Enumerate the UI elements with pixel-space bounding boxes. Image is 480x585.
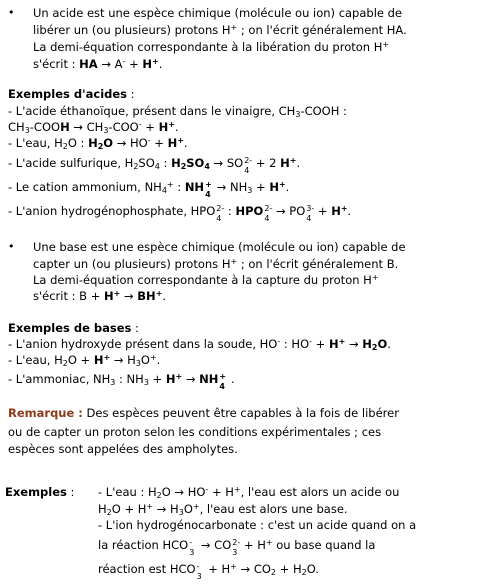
section-title: Exemples d'acides : bbox=[8, 87, 135, 101]
example-line: - L'anion hydrogénophosphate, HPO 2- 4 : HPO 2- 4 → PO 3- 4 + H+. bbox=[8, 204, 352, 223]
section-title: Exemples de bases : bbox=[8, 321, 139, 335]
remark-line: ou de capter un proton selon les conditions expérimentales ; ces bbox=[8, 425, 382, 439]
example-line: - L'acide éthanoïque, présent dans le vinaigre, $CH_3$-COOH : bbox=[8, 104, 347, 119]
example-line: réaction est HCO - 3 + $H^+ \to CO_2 + H_2O$. bbox=[98, 562, 319, 581]
example-line: - Le cation ammonium, $NH_4^+$ : NH + 4 → $NH_3 + H^+$. bbox=[8, 180, 290, 199]
example-line: - L'anion hydroxyde présent dans la soude, HO- : $HO^- + H^+ \to H_2O$. bbox=[8, 337, 391, 352]
section-title: Exemples : bbox=[5, 485, 75, 499]
text-line: Une base est une espèce chimique (molécule ou ion) capable de bbox=[33, 240, 406, 254]
bullet: • bbox=[8, 6, 15, 19]
text-line: libérer un (ou plusieurs) protons H+ ; on l'écrit généralement HA. bbox=[33, 23, 407, 37]
example-line: - L'acide sulfurique, $H_2SO_4$ : $H_2SO_4$ → SO 2- 4 + 2 H+. bbox=[8, 156, 301, 175]
text-line: s'écrit : HA → A- + H+. bbox=[33, 57, 163, 71]
example-line: - L'ammoniac, $NH_3$ : $NH_3 + H^+$ → NH + 4 . bbox=[8, 372, 235, 391]
text-line: Un acide est une espèce chimique (molécule ou ion) capable de bbox=[33, 6, 403, 20]
example-line: - L'eau, $H_2O$ : $H_2O \to HO^- + H^+$. bbox=[8, 136, 188, 151]
remark-label: Remarque : bbox=[8, 406, 83, 420]
text-line: La demi-équation correspondante à la capture du proton H+ bbox=[33, 273, 379, 287]
text-line: La demi-équation correspondante à la libération du proton H+ bbox=[33, 40, 390, 54]
example-line: la réaction HCO - 3 → CO 2- 3 + H+ ou base quand la bbox=[98, 538, 376, 557]
example-line: - L'ion hydrogénocarbonate : c'est un acide quand on a bbox=[98, 518, 417, 532]
example-line: - L'eau, $H_2O + H^+ \to H_3O^+$. bbox=[8, 353, 161, 368]
text-line: capter un (ou plusieurs) protons H+ ; on l'écrit généralement B. bbox=[33, 257, 399, 271]
remark-line: espèces sont appelées des ampholytes. bbox=[8, 442, 238, 456]
text-line: s'écrit : B + H+ → BH+. bbox=[33, 289, 167, 303]
example-line: $CH_3$-COOH → $CH_3-COO^- + H^+$. bbox=[8, 120, 179, 135]
example-line: - L'eau : $H_2O \to HO^- + H^+$, l'eau est alors un acide ou bbox=[98, 485, 400, 500]
example-line: $H_2O + H^+ \to H_3O^+$, l'eau est alors une base. bbox=[98, 502, 348, 517]
bullet: • bbox=[8, 240, 15, 253]
remark-line: Remarque : Des espèces peuvent être capables à la fois de libérer bbox=[8, 406, 399, 420]
